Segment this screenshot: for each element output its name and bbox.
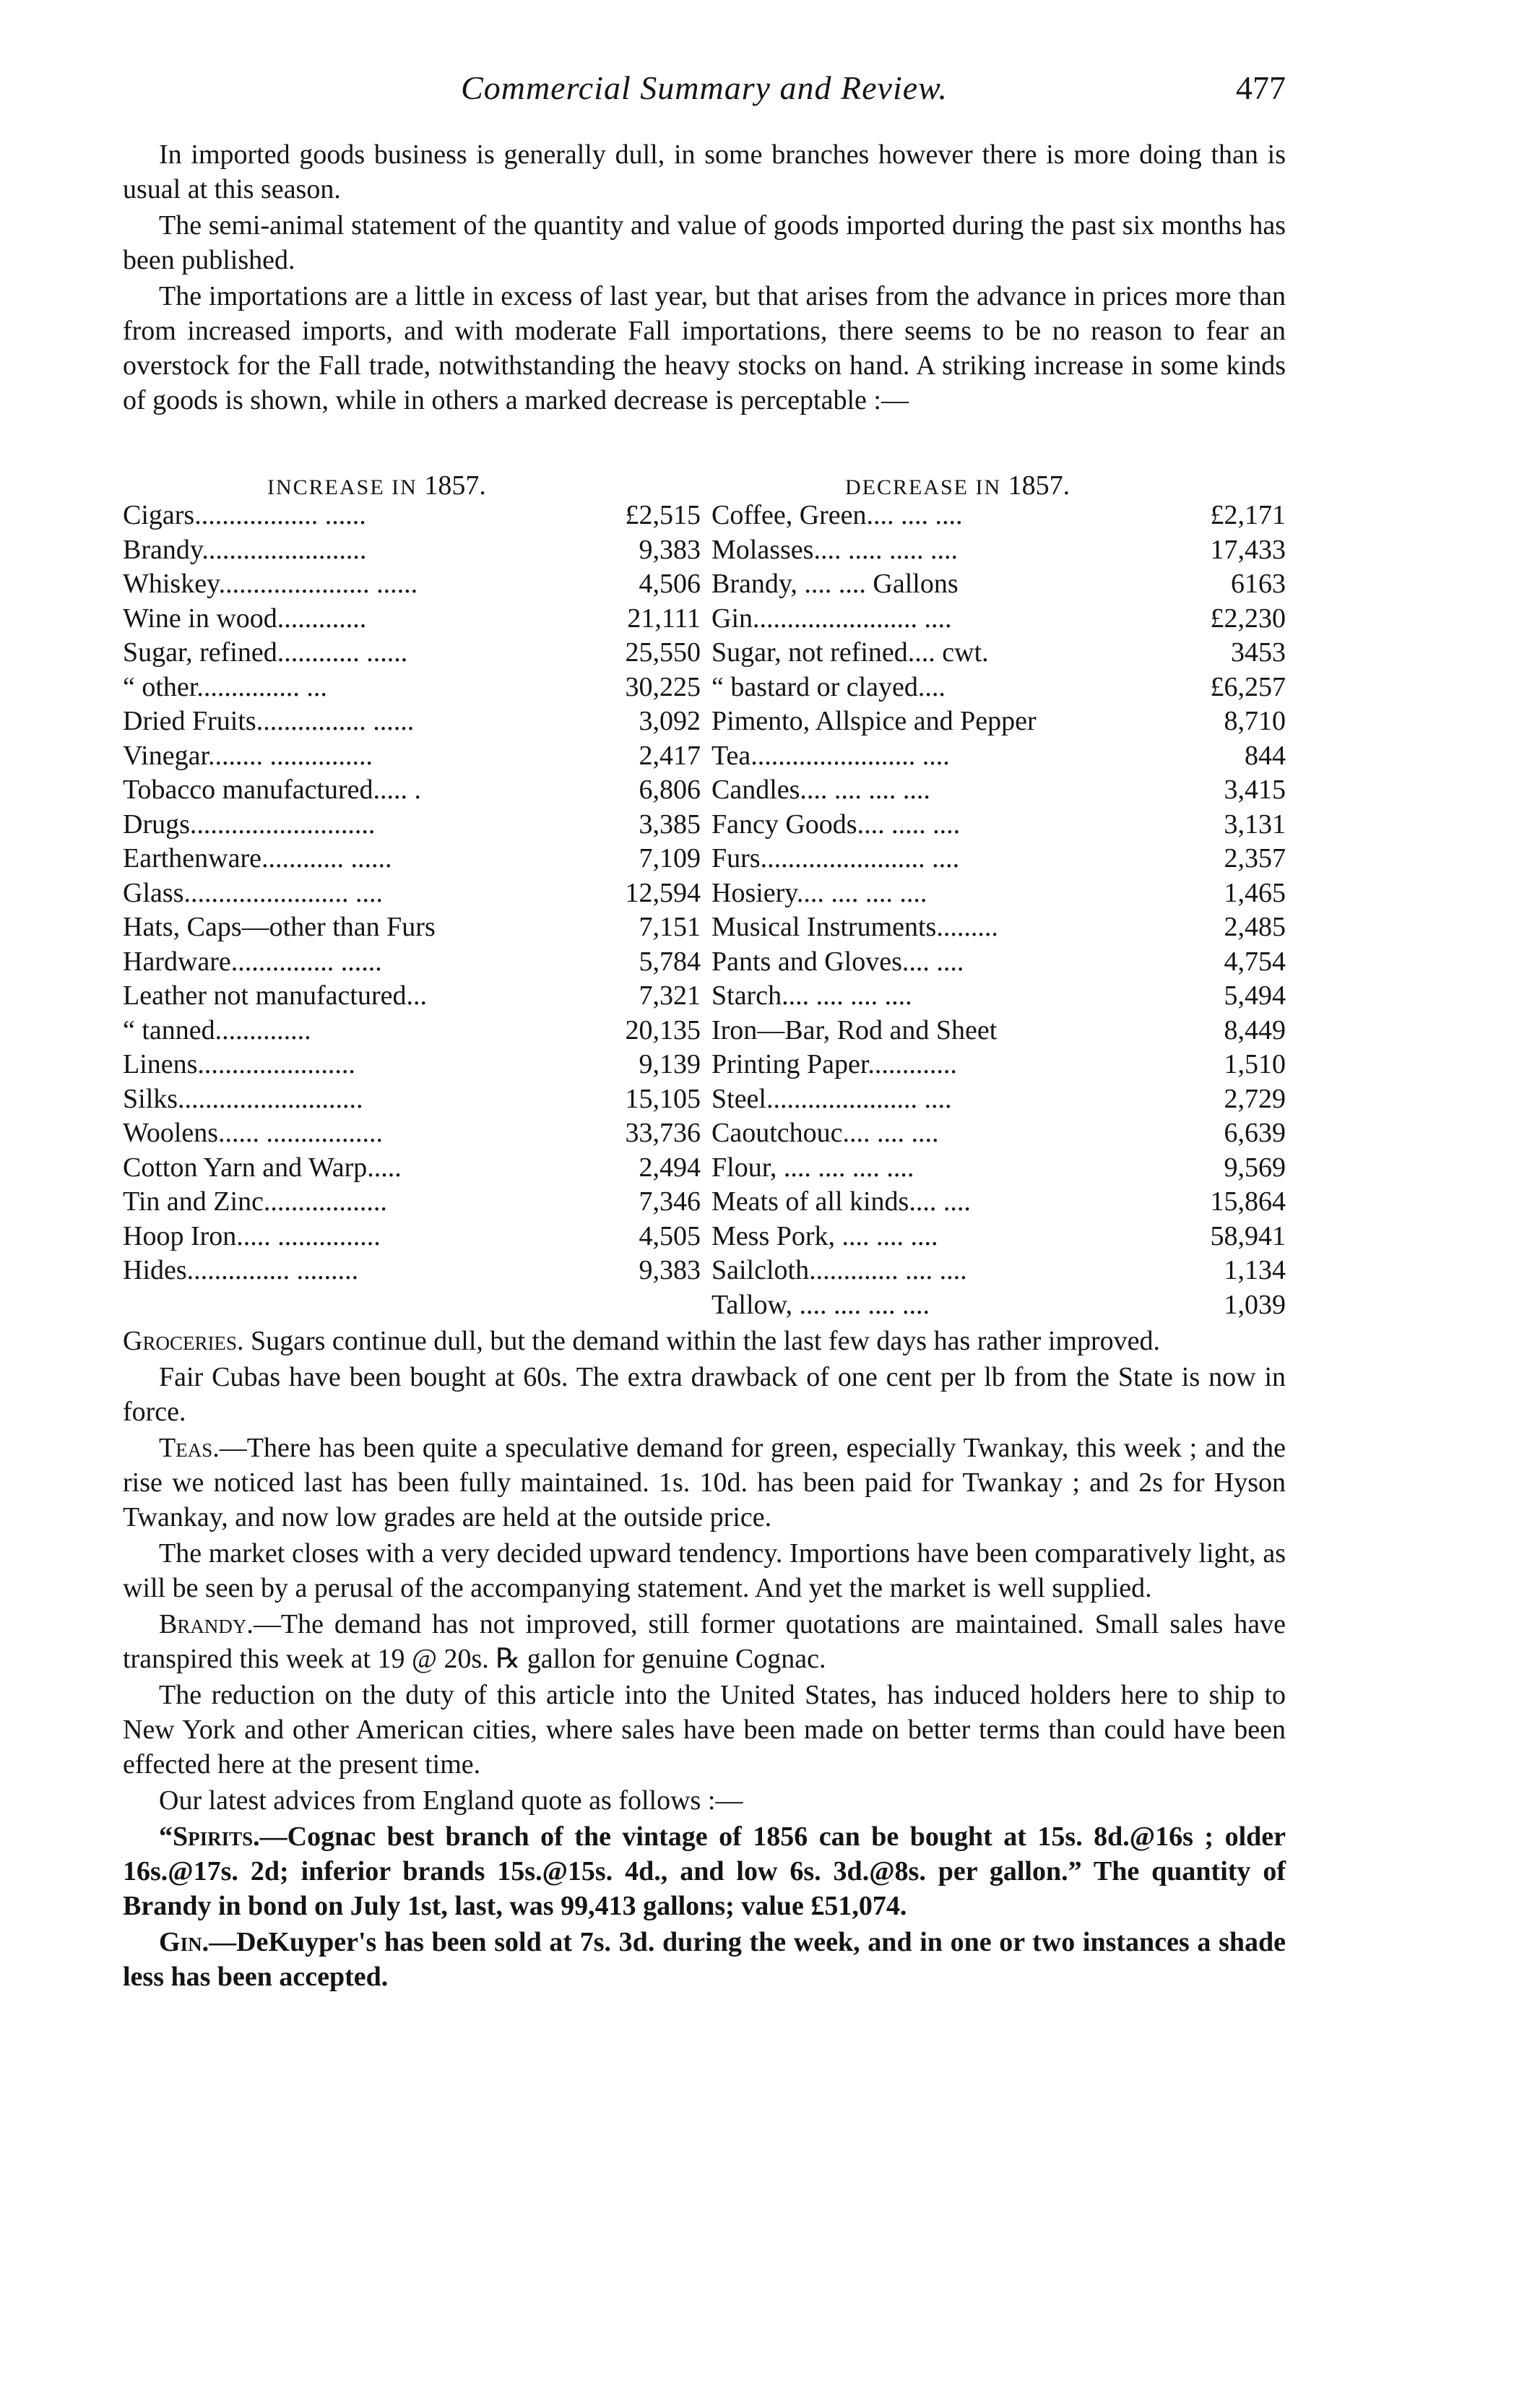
groceries-paragraph bbox=[123, 1324, 1286, 1358]
increase-row bbox=[123, 739, 701, 774]
intro-paragraph: The importations are a little in excess of last year, but that arises from the advance in prices more than from increased imports, and with moderate Fall importations, there seems to be no reason to fear an overstock for the Fall trade, notwithstanding the heavy stocks on hand. A striking increase in some kinds of goods is shown, while in others a marked decrease is perceptable :— bbox=[123, 281, 1286, 415]
running-title: Commercial Summary and Review. bbox=[461, 69, 948, 106]
increase-item-amount: 7,346 bbox=[639, 1186, 701, 1217]
increase-item-amount: 6,806 bbox=[639, 775, 701, 805]
increase-item-name: Whiskey...................... ...... bbox=[123, 569, 418, 599]
decrease-item-amount: 3,131 bbox=[1224, 809, 1286, 840]
decrease-item-amount: 5,494 bbox=[1224, 980, 1286, 1011]
intro-paragraph: In imported goods business is generally dull, in some branches however there is more doing than is usual at this season. bbox=[123, 139, 1286, 204]
decrease-row bbox=[711, 1014, 1286, 1048]
decrease-row bbox=[711, 499, 1286, 533]
gin-text: —DeKuyper's has been sold at 7s. 3d. during the week, and in one or two instances a shade less has been accepted. bbox=[123, 1927, 1286, 1992]
increase-table bbox=[123, 499, 701, 1288]
increase-item-name: Leather not manufactured... bbox=[123, 980, 427, 1011]
decrease-item-name: Tea........................ .... bbox=[711, 740, 950, 771]
increase-item-name: Sugar, refined............ ...... bbox=[123, 637, 408, 668]
decrease-item-name: Steel...................... .... bbox=[711, 1083, 952, 1114]
decrease-item-name: Furs........................ .... bbox=[711, 843, 960, 874]
increase-row bbox=[123, 979, 701, 1014]
increase-row bbox=[123, 1151, 701, 1186]
decrease-item-name: Flour, .... .... .... .... bbox=[711, 1152, 914, 1183]
increase-row bbox=[123, 910, 701, 945]
decrease-row bbox=[711, 671, 1286, 705]
decrease-row bbox=[711, 1288, 1286, 1323]
decrease-item-name: Coffee, Green.... .... .... bbox=[711, 500, 963, 530]
spirits-heading: “Spirits. bbox=[159, 1821, 260, 1852]
increase-item-name: Hardware............... ...... bbox=[123, 946, 382, 977]
increase-row bbox=[123, 533, 701, 568]
fair-cubas-paragraph: Fair Cubas have been bought at 60s. The extra drawback of one cent per lb from the State is now in force. bbox=[123, 1362, 1286, 1427]
decrease-row bbox=[711, 567, 1286, 602]
decrease-item-name: Candles.... .... .... .... bbox=[711, 775, 930, 805]
increase-row bbox=[123, 1254, 701, 1288]
decrease-item-amount: 6163 bbox=[1231, 569, 1286, 599]
increase-item-amount: 25,550 bbox=[625, 637, 701, 668]
gin-heading: Gin. bbox=[159, 1927, 209, 1957]
decrease-item-amount: 1,039 bbox=[1224, 1289, 1286, 1320]
decrease-item-name: Sugar, not refined.... cwt. bbox=[711, 637, 989, 668]
increase-item-amount: 4,506 bbox=[639, 569, 701, 599]
increase-row bbox=[123, 671, 701, 705]
increase-heading bbox=[267, 470, 486, 501]
increase-item-name: Linens....................... bbox=[123, 1049, 355, 1079]
increase-item-name: Hats, Caps—other than Furs bbox=[123, 912, 436, 942]
decrease-item-name: Caoutchouc.... .... .... bbox=[711, 1118, 939, 1148]
decrease-row bbox=[711, 945, 1286, 980]
decrease-item-name: Brandy, .... .... Gallons bbox=[711, 569, 959, 599]
increase-item-amount: 9,383 bbox=[639, 1255, 701, 1285]
increase-item-amount: 2,494 bbox=[639, 1152, 701, 1183]
decrease-row bbox=[711, 1082, 1286, 1117]
increase-heading-text: INCREASE IN bbox=[267, 475, 418, 499]
decrease-item-amount: 6,639 bbox=[1224, 1118, 1286, 1148]
decrease-row bbox=[711, 808, 1286, 842]
decrease-row bbox=[711, 979, 1286, 1014]
decrease-item-amount: 17,433 bbox=[1210, 534, 1286, 565]
increase-item-name: Cotton Yarn and Warp..... bbox=[123, 1152, 402, 1183]
decrease-row bbox=[711, 1254, 1286, 1288]
increase-item-name: Earthenware............ ...... bbox=[123, 843, 392, 874]
decrease-item-amount: 1,465 bbox=[1224, 877, 1286, 908]
decrease-item-amount: 58,941 bbox=[1210, 1220, 1286, 1251]
increase-item-name: Hides............... ......... bbox=[123, 1255, 359, 1285]
decrease-item-name: “ bastard or clayed.... bbox=[711, 671, 946, 702]
decrease-item-amount: £2,171 bbox=[1210, 500, 1286, 530]
decrease-heading-year: 1857. bbox=[1008, 470, 1070, 501]
decrease-item-name: Iron—Bar, Rod and Sheet bbox=[711, 1014, 998, 1045]
increase-row bbox=[123, 1220, 701, 1254]
decrease-item-amount: 844 bbox=[1245, 740, 1286, 771]
increase-row bbox=[123, 1116, 701, 1151]
groceries-heading: Groceries. bbox=[123, 1326, 244, 1356]
decrease-row bbox=[711, 876, 1286, 911]
decrease-row bbox=[711, 739, 1286, 774]
increase-item-amount: 3,385 bbox=[639, 809, 701, 840]
decrease-item-name: Musical Instruments......... bbox=[711, 912, 998, 942]
increase-row bbox=[123, 945, 701, 980]
decrease-item-name: Pimento, Allspice and Pepper bbox=[711, 706, 1037, 736]
decrease-item-name: Printing Paper............. bbox=[711, 1049, 957, 1079]
increase-item-name: Tobacco manufactured..... . bbox=[123, 775, 422, 805]
decrease-item-name: Gin........................ .... bbox=[711, 603, 952, 634]
increase-item-amount: 30,225 bbox=[625, 671, 701, 702]
decrease-item-name: Fancy Goods.... ..... .... bbox=[711, 809, 961, 840]
reduction-paragraph: The reduction on the duty of this article into the United States, has induced holders here to ship to New York and other American cities, where sales have been made on better terms than could have been effected here at the present time. bbox=[123, 1680, 1286, 1780]
decrease-item-amount: 2,729 bbox=[1224, 1083, 1286, 1114]
increase-item-name: Hoop Iron..... ............... bbox=[123, 1220, 381, 1251]
brandy-paragraph bbox=[123, 1607, 1286, 1676]
decrease-item-amount: 9,569 bbox=[1224, 1152, 1286, 1183]
increase-item-name: Silks........................... bbox=[123, 1083, 363, 1114]
decrease-item-name: Molasses.... ..... ..... .... bbox=[711, 534, 958, 565]
increase-item-amount: 20,135 bbox=[625, 1014, 701, 1045]
decrease-item-amount: 3453 bbox=[1231, 637, 1286, 668]
decrease-row bbox=[711, 533, 1286, 568]
decrease-row bbox=[711, 1220, 1286, 1254]
spirits-paragraph bbox=[123, 1819, 1286, 1923]
increase-row bbox=[123, 636, 701, 671]
increase-row bbox=[123, 808, 701, 842]
intro-paragraph: The semi-animal statement of the quantity and value of goods imported during the past six months has been published. bbox=[123, 210, 1286, 275]
increase-item-amount: 5,784 bbox=[639, 946, 701, 977]
increase-row bbox=[123, 876, 701, 911]
gin-paragraph bbox=[123, 1925, 1286, 1994]
increase-item-amount: 15,105 bbox=[625, 1083, 701, 1114]
decrease-item-amount: 1,134 bbox=[1224, 1255, 1286, 1285]
increase-row bbox=[123, 1014, 701, 1048]
increase-heading-year: 1857. bbox=[424, 470, 486, 501]
increase-item-amount: 7,151 bbox=[639, 912, 701, 942]
increase-item-amount: £2,515 bbox=[625, 500, 701, 530]
teas-text: —There has been quite a speculative demand for green, especially Twankay, this week ; and the rise we noticed last has been fully maintained. 1s. 10d. has been paid for Twankay ; and 2s for Hyson Twankay, and now low grades are held at the outside price. bbox=[123, 1433, 1286, 1532]
increase-item-name: Dried Fruits................ ...... bbox=[123, 706, 415, 736]
decrease-item-name: Pants and Gloves.... .... bbox=[711, 946, 964, 977]
groceries-text: Sugars continue dull, but the demand within the last few days has rather improved. bbox=[243, 1326, 1160, 1356]
increase-item-amount: 7,109 bbox=[639, 843, 701, 874]
increase-item-amount: 21,111 bbox=[627, 603, 701, 634]
decrease-row bbox=[711, 1185, 1286, 1220]
decrease-item-name: Starch.... .... .... .... bbox=[711, 980, 912, 1011]
teas-heading: Teas. bbox=[159, 1433, 220, 1463]
increase-row bbox=[123, 602, 701, 637]
advices-paragraph: Our latest advices from England quote as follows :— bbox=[159, 1785, 743, 1816]
decrease-item-name: Sailcloth............. .... .... bbox=[711, 1255, 967, 1285]
decrease-item-name: Hosiery.... .... .... .... bbox=[711, 877, 927, 908]
brandy-text: —The demand has not improved, still former quotations are maintained. Small sales have transpired this week at 19 @ 20s. ℞ gallon for genuine Cognac. bbox=[123, 1609, 1286, 1674]
decrease-item-amount: 8,710 bbox=[1224, 706, 1286, 736]
increase-item-name: “ other............... ... bbox=[123, 671, 327, 702]
decrease-row bbox=[711, 602, 1286, 637]
increase-item-name: Drugs........................... bbox=[123, 809, 376, 840]
decrease-item-amount: 2,357 bbox=[1224, 843, 1286, 874]
increase-item-amount: 7,321 bbox=[639, 980, 701, 1011]
decrease-heading bbox=[845, 470, 1070, 501]
increase-item-amount: 3,092 bbox=[639, 706, 701, 736]
decrease-row bbox=[711, 910, 1286, 945]
decrease-item-amount: £6,257 bbox=[1210, 671, 1286, 702]
increase-item-amount: 12,594 bbox=[625, 877, 701, 908]
decrease-item-amount: £2,230 bbox=[1210, 603, 1286, 634]
increase-row bbox=[123, 499, 701, 533]
increase-row bbox=[123, 1185, 701, 1220]
page-header bbox=[123, 69, 1286, 112]
decrease-row bbox=[711, 1048, 1286, 1082]
increase-item-amount: 9,139 bbox=[639, 1049, 701, 1079]
increase-item-name: Glass........................ .... bbox=[123, 877, 383, 908]
decrease-item-name: Mess Pork, .... .... .... bbox=[711, 1220, 938, 1251]
increase-item-name: Brandy........................ bbox=[123, 534, 367, 565]
spirits-text: —Cognac best branch of the vintage of 1856 can be bought at 15s. 8d.@16s ; older 16s.@17s. 2d; inferior brands 15s.@15s. 4d., and low 6s. 3d.@8s. per gallon.” The quantity of Brandy in bond on July 1st, last, was 99,413 gallons; value £51,074. bbox=[123, 1821, 1286, 1921]
decrease-row bbox=[711, 1151, 1286, 1186]
increase-item-amount: 9,383 bbox=[639, 534, 701, 565]
decrease-row bbox=[711, 704, 1286, 739]
table-column-headings bbox=[123, 470, 1286, 499]
decrease-table bbox=[711, 499, 1286, 1322]
decrease-item-amount: 3,415 bbox=[1224, 775, 1286, 805]
increase-row bbox=[123, 773, 701, 808]
decrease-item-name: Tallow, .... .... .... .... bbox=[711, 1289, 930, 1320]
decrease-item-name: Meats of all kinds.... .... bbox=[711, 1186, 971, 1217]
decrease-item-amount: 2,485 bbox=[1224, 912, 1286, 942]
increase-item-name: Woolens...... ................. bbox=[123, 1118, 384, 1148]
decrease-heading-text: DECREASE IN bbox=[845, 475, 1002, 499]
market-report-section bbox=[123, 1324, 1286, 1996]
increase-item-name: Wine in wood............. bbox=[123, 603, 367, 634]
decrease-row bbox=[711, 1116, 1286, 1151]
increase-row bbox=[123, 704, 701, 739]
brandy-heading: Brandy. bbox=[159, 1609, 254, 1639]
increase-item-amount: 2,417 bbox=[639, 740, 701, 771]
increase-row bbox=[123, 842, 701, 876]
increase-item-name: Cigars.................. ...... bbox=[123, 500, 366, 530]
increase-row bbox=[123, 1048, 701, 1082]
increase-item-name: Vinegar........ ............... bbox=[123, 740, 373, 771]
page-number: 477 bbox=[1236, 69, 1286, 106]
decrease-item-amount: 8,449 bbox=[1224, 1014, 1286, 1045]
market-paragraph: The market closes with a very decided upward tendency. Importions have been comparatively light, as will be seen by a perusal of the accompanying statement. And yet the market is well supplied. bbox=[123, 1538, 1286, 1603]
decrease-item-amount: 4,754 bbox=[1224, 946, 1286, 977]
teas-paragraph bbox=[123, 1431, 1286, 1535]
decrease-item-amount: 1,510 bbox=[1224, 1049, 1286, 1079]
increase-row bbox=[123, 1082, 701, 1117]
decrease-item-amount: 15,864 bbox=[1210, 1186, 1286, 1217]
increase-item-amount: 4,505 bbox=[639, 1220, 701, 1251]
decrease-row bbox=[711, 636, 1286, 671]
intro-section bbox=[123, 137, 1286, 419]
decrease-row bbox=[711, 773, 1286, 808]
decrease-row bbox=[711, 842, 1286, 876]
increase-item-name: “ tanned.............. bbox=[123, 1014, 311, 1045]
increase-item-amount: 33,736 bbox=[625, 1118, 701, 1148]
increase-row bbox=[123, 567, 701, 602]
increase-item-name: Tin and Zinc.................. bbox=[123, 1186, 387, 1217]
